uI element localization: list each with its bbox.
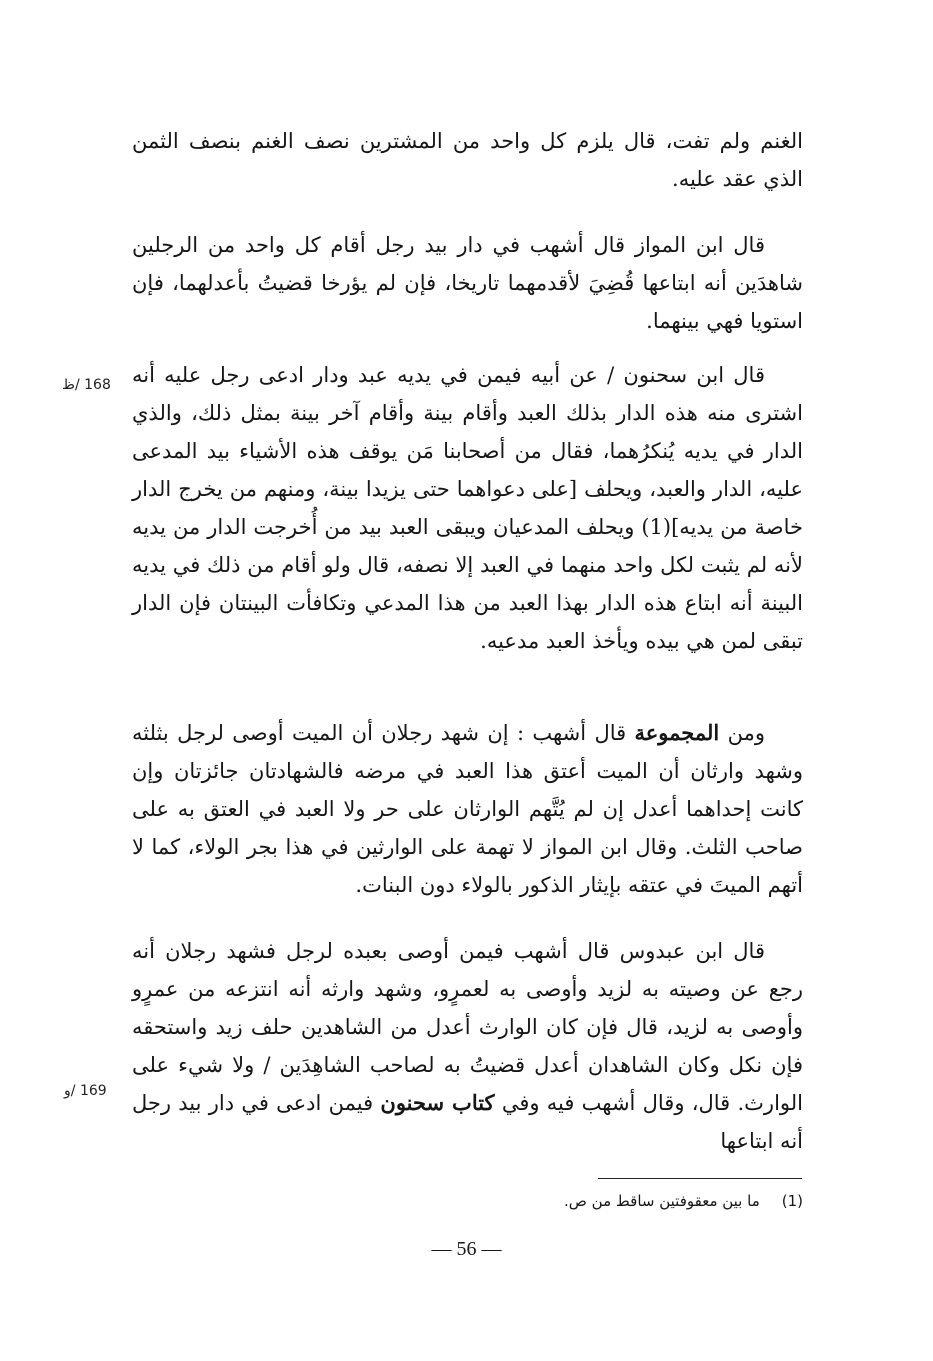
paragraph-body: فيمن ادعى في دار بيد رجل أنه ابتاعها: [132, 1091, 803, 1153]
paragraph-body: قال أشهب : إن شهد رجلان أن الميت أوصى لرجل بثلثه وشهد وارثان أن الميت أعتق هذا العبد في مرضه فالشهادتان جائزتان وإن كانت إحداهما أعدل إن لم يُتَّهم الوارثان على حر ولا العبد في العتق به على صاحب الثلث. وقال ابن المواز لا تهمة على الوارثين في هذا بجر الولاء، كما لا أتهم الميتَ في عتقه بإيثار الذكور بالولاء دون البنات.: [132, 721, 803, 897]
paragraph-text: [132, 714, 803, 904]
footnote-text: ما بين معقوفتين ساقط من ص.: [564, 1192, 760, 1210]
paragraph-ibn-sahnun: [132, 356, 803, 660]
paragraph-ibn-abdus: [132, 932, 803, 1160]
paragraph-text: قال ابن سحنون / عن أبيه فيمن في يديه عبد ودار ادعى رجل عليه أنه اشترى منه هذه الدار بذلك العبد وأقام بينة وأقام آخر بينة بمثل ذلك، والذي الدار في يديه يُنكرُهما، فقال من أصحابنا مَن يوقف هذه الأشياء بيد المدعى عليه، الدار والعبد، ويحلف [على دعواهما حتى يزيدا بينة، ومنهم من يخرج الدار خاصة من يديه](1) ويحلف المدعيان ويبقى العبد بيد من أُخرجت الدار من يديه لأنه لم يثبت لكل واحد منهما في العبد إلا نصفه، قال ولو أقام من ذلك في يديه البينة أنه ابتاع هذه الدار بهذا العبد من هذا المدعي وتكافأت البينتان فإن الدار تبقى لمن هي بيده ويأخذ العبد مدعيه.: [132, 363, 803, 653]
paragraph-text: الغنم ولم تفت، قال يلزم كل واحد من المشترين نصف الغنم بنصف الثمن الذي عقد عليه.: [132, 129, 803, 191]
source-title-bold: كتاب سحنون: [380, 1090, 495, 1115]
paragraph-continuation: [132, 122, 803, 198]
paragraph-lead: ومن: [727, 721, 765, 745]
source-title-bold: المجموعة: [634, 720, 720, 745]
paragraph-ibn-al-mawaz: [132, 226, 803, 340]
margin-folio-note: 168 /ظ: [62, 377, 111, 393]
footnote-divider: [598, 1178, 802, 1179]
paragraph-text: [132, 932, 803, 1160]
paragraph-text: قال ابن المواز قال أشهب في دار بيد رجل أقام كل واحد من الرجلين شاهدَين أنه ابتاعها قُضِيَ لأقدمهما تاريخا، فإن لم يؤرخا قضيتُ بأعدلهما، فإن استويا فهي بينهما.: [132, 233, 803, 333]
margin-folio-note: 169 /و: [64, 1083, 107, 1099]
paragraph-al-majmua: [132, 714, 803, 904]
footnote-number: (1): [781, 1192, 803, 1210]
footnote: [564, 1192, 803, 1210]
page-number: — 56 —: [431, 1238, 502, 1260]
paragraph-lead: قال ابن عبدوس قال أشهب فيمن أوصى بعبده لرجل فشهد رجلان أنه رجع عن وصيته به لزيد وأوصى به لعمرٍو، وشهد وارثه أنه انتزعه من عمرٍو وأوصى به لزيد، قال فإن كان الوارث أعدل من الشاهدين حلف زيد واستحقه فإن نكل وكان الشاهدان أعدل قضيتُ به لصاحب الشاهِدَين / ولا شيء على الوارث. قال، وقال أشهب فيه وفي: [132, 939, 803, 1115]
